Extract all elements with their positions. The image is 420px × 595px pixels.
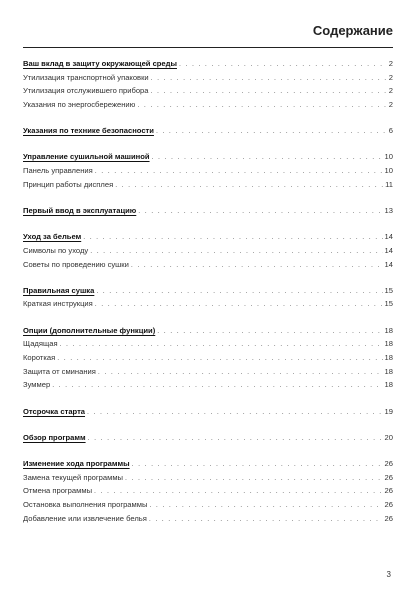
dot-leader: [115, 179, 383, 192]
toc-item-title: Отмена программы: [23, 486, 93, 496]
dot-leader: [151, 72, 387, 85]
toc-section: [23, 431, 393, 445]
toc-page-number: 19: [384, 406, 393, 416]
toc-page-number: 13: [384, 206, 393, 215]
dot-leader: [98, 366, 383, 379]
toc-page-number: 10: [384, 152, 393, 162]
toc-item[interactable]: [23, 484, 393, 498]
toc-item[interactable]: [23, 378, 393, 392]
toc-heading[interactable]: [23, 204, 393, 218]
toc-item[interactable]: [23, 244, 393, 258]
toc-heading-title: Управление сушильной машиной: [23, 152, 150, 162]
toc-item[interactable]: [23, 498, 393, 512]
dot-leader: [90, 245, 382, 258]
toc-item[interactable]: [23, 258, 393, 272]
page-title: Содержание: [312, 23, 393, 38]
toc-section: [23, 204, 393, 218]
dot-leader: [57, 352, 382, 365]
toc-item[interactable]: [23, 178, 393, 192]
toc-page-number: 18: [384, 353, 393, 362]
dot-leader: [132, 458, 383, 471]
toc-item[interactable]: [23, 84, 393, 98]
dot-leader: [94, 485, 383, 498]
dot-leader: [157, 325, 382, 338]
toc-item[interactable]: [23, 297, 393, 311]
toc-section: [23, 457, 393, 525]
toc-item-title: Защита от сминания: [23, 366, 96, 376]
page-header: [23, 15, 393, 48]
toc-item[interactable]: [23, 512, 393, 526]
dot-leader: [60, 338, 383, 351]
toc-page-number: 18: [384, 339, 393, 349]
toc-item-title: Указания по энергосбережению: [23, 100, 136, 110]
toc-item[interactable]: [23, 471, 393, 485]
dot-leader: [149, 513, 383, 526]
toc-page-number: 2: [388, 86, 393, 96]
toc-section: [23, 150, 393, 191]
toc-page-number: 14: [384, 259, 393, 269]
dot-leader: [156, 125, 387, 138]
dot-leader: [52, 379, 382, 392]
toc-page-number: 20: [384, 432, 393, 442]
toc-page-number: 2: [388, 100, 393, 110]
toc-page-number: 2: [388, 59, 393, 68]
dot-leader: [151, 85, 387, 98]
toc-page-number: 26: [384, 458, 393, 468]
dot-leader: [149, 499, 382, 512]
toc-heading-title: Изменение хода программы: [23, 458, 130, 468]
toc-page-number: 15: [384, 285, 393, 295]
toc-heading-title: Отсрочка старта: [23, 406, 86, 416]
dot-leader: [179, 58, 387, 71]
toc-heading-title: Правильная сушка: [23, 285, 95, 295]
toc-heading-title: Ваш вклад в защиту окружающей среды: [23, 59, 177, 68]
toc-item[interactable]: [23, 71, 393, 85]
toc-page-number: 26: [384, 472, 393, 482]
toc-page-number: 10: [384, 166, 393, 176]
toc-item-title: Замена текущей программы: [23, 472, 124, 482]
toc-item-title: Короткая: [23, 353, 56, 362]
toc-heading[interactable]: [23, 230, 393, 244]
toc-page-number: 18: [384, 380, 393, 390]
toc-item-title: Утилизация транспортной упаковки: [23, 72, 149, 82]
dot-leader: [96, 285, 382, 298]
toc-page-number: 26: [384, 500, 393, 509]
dot-leader: [131, 259, 383, 272]
toc-page-number: 26: [384, 486, 393, 496]
toc-heading[interactable]: [23, 284, 393, 298]
dot-leader: [83, 231, 382, 244]
toc-item-title: Зуммер: [23, 380, 51, 390]
toc-page-number: 18: [384, 366, 393, 376]
toc-item-title: Щадящая: [23, 339, 58, 349]
dot-leader: [88, 432, 383, 445]
toc-section: [23, 324, 393, 392]
toc-page-number: 18: [384, 325, 393, 335]
toc-heading-title: Обзор программ: [23, 432, 86, 442]
toc-heading[interactable]: [23, 57, 393, 71]
toc-section: [23, 405, 393, 419]
toc-heading-title: Опции (дополнительные функции): [23, 325, 156, 335]
page-number: 3: [386, 570, 391, 579]
toc-heading[interactable]: [23, 431, 393, 445]
toc-heading[interactable]: [23, 405, 393, 419]
toc-section: [23, 284, 393, 311]
toc-section: [23, 124, 393, 138]
toc-page-number: 2: [388, 72, 393, 82]
toc-heading[interactable]: [23, 324, 393, 338]
toc-page-number: 15: [384, 299, 393, 309]
toc-item-title: Символы по уходу: [23, 245, 89, 255]
dot-leader: [138, 205, 382, 218]
dot-leader: [137, 99, 386, 112]
toc-page-number: 14: [384, 232, 393, 242]
toc-heading[interactable]: [23, 124, 393, 138]
toc-page-number: 11: [385, 179, 393, 189]
toc-heading-title: Уход за бельем: [23, 232, 82, 242]
toc-item-title: Краткая инструкция: [23, 299, 93, 309]
toc-item[interactable]: [23, 337, 393, 351]
toc-item[interactable]: [23, 365, 393, 379]
toc-item-title: Панель управления: [23, 166, 93, 176]
toc-item[interactable]: [23, 164, 393, 178]
toc-heading[interactable]: [23, 457, 393, 471]
dot-leader: [152, 151, 383, 164]
dot-leader: [125, 472, 383, 485]
toc-section: [23, 57, 393, 112]
toc-section: [23, 230, 393, 271]
toc-item[interactable]: [23, 351, 393, 365]
toc-page-number: 14: [384, 245, 393, 255]
dot-leader: [95, 298, 383, 311]
dot-leader: [95, 165, 383, 178]
toc-item-title: Добавление или извлечение белья: [23, 513, 147, 523]
table-of-contents: [23, 57, 393, 538]
toc-page-number: 26: [384, 513, 393, 523]
toc-item-title: Остановка выполнения программы: [23, 500, 148, 509]
toc-heading[interactable]: [23, 150, 393, 164]
toc-item-title: Утилизация отслужившего прибора: [23, 86, 149, 96]
toc-page-number: 6: [388, 126, 393, 136]
toc-heading-title: Указания по технике безопасности: [23, 126, 154, 136]
dot-leader: [87, 406, 383, 419]
toc-heading-title: Первый ввод в эксплуатацию: [23, 206, 137, 215]
toc-item-title: Принцип работы дисплея: [23, 179, 114, 189]
toc-item[interactable]: [23, 98, 393, 112]
toc-item-title: Советы по проведению сушки: [23, 259, 129, 269]
